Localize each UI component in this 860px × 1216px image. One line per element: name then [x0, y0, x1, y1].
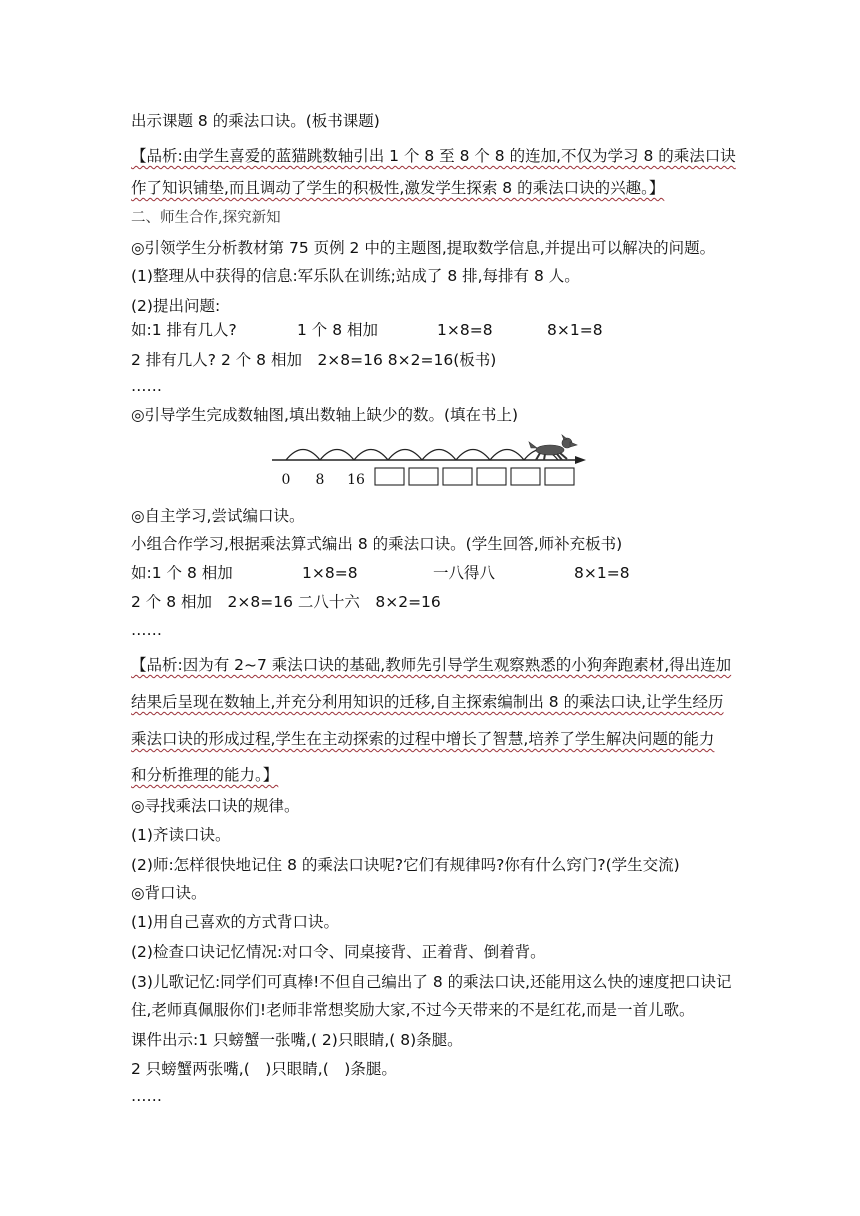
tick-label-0: 0 — [281, 472, 291, 488]
rhyme-verse: 一八得八 — [433, 564, 496, 582]
textbook-guidance-line: ◎引领学生分析教材第 75 页例 2 中的主题图,提取数学信息,并提出可以解决的问题。 — [131, 239, 716, 257]
tick-label-16: 16 — [347, 472, 365, 488]
answer-boxes — [375, 468, 574, 485]
recite-step-3-line-2: 住,老师真佩服你们!老师非常想奖励大家,不过今天带来的不是红花,而是一首儿歌。 — [131, 1001, 695, 1019]
rhyme-addition: 如:1 个 8 相加 — [131, 564, 233, 582]
example-addition: 1 个 8 相加 — [297, 321, 379, 339]
number-line-diagram — [270, 433, 590, 493]
analysis-note-2-line-2: 结果后呈现在数轴上,并充分利用知识的迁移,自主探索编制出 8 的乘法口诀,让学生经历 — [131, 693, 724, 711]
rhyme-equation-b: 8×1=8 — [574, 564, 630, 582]
courseware-line-2: 2 只螃蟹两张嘴,( )只眼睛,( )条腿。 — [131, 1060, 397, 1078]
answer-box-2 — [409, 468, 438, 485]
answer-box-5 — [511, 468, 540, 485]
answer-box-1 — [375, 468, 404, 485]
dog-icon — [529, 435, 577, 460]
rhyme-equation-a: 1×8=8 — [302, 564, 358, 582]
pattern-step-2: (2)师:怎样很快地记住 8 的乘法口诀呢?它们有规律吗?你有什么窍门?(学生交流) — [131, 856, 680, 874]
axis-arrow-icon — [575, 456, 586, 464]
section-heading: 二、师生合作,探究新知 — [131, 210, 281, 226]
analysis-note-1-line-1: 【品析:由学生喜爱的蓝猫跳数轴引出 1 个 8 至 8 个 8 的连加,不仅为学习 8 的乘法口诀 — [131, 147, 736, 165]
pattern-step-1: (1)齐读口诀。 — [131, 826, 231, 844]
question-heading: (2)提出问题: — [131, 297, 221, 315]
example-row-2: 2 排有几人? 2 个 8 相加 2×8=16 8×2=16(板书) — [131, 351, 497, 369]
analysis-note-1-line-2: 作了知识铺垫,而且调动了学生的积极性,激发学生探索 8 的乘法口诀的兴趣。】 — [131, 179, 665, 197]
rhyme-row-2: 2 个 8 相加 2×8=16 二八十六 8×2=16 — [131, 593, 441, 611]
example-equation-a: 1×8=8 — [437, 321, 493, 339]
ellipsis-3: …… — [131, 1087, 162, 1105]
analysis-note-2-line-4: 和分析推理的能力。】 — [131, 766, 279, 784]
course-title-line: 出示课题 8 的乘法口诀。(板书课题) — [131, 112, 380, 130]
recite-heading: ◎背口诀。 — [131, 884, 207, 902]
recite-step-3-line-1: (3)儿歌记忆:同学们可真棒!不但自己编出了 8 的乘法口诀,还能用这么快的速度把口诀记 — [131, 973, 732, 991]
example-question: 如:1 排有几人? — [131, 321, 237, 339]
example-equation-b: 8×1=8 — [547, 321, 603, 339]
tick-label-8: 8 — [315, 472, 325, 488]
analysis-note-2-line-1: 【品析:因为有 2~7 乘法口诀的基础,教师先引导学生观察熟悉的小狗奔跑素材,得出连加 — [131, 656, 732, 674]
self-study-heading: ◎自主学习,尝试编口诀。 — [131, 507, 305, 525]
hop-arcs — [286, 450, 558, 461]
answer-box-4 — [477, 468, 506, 485]
answer-box-3 — [443, 468, 472, 485]
answer-box-6 — [545, 468, 574, 485]
ellipsis-1: …… — [131, 377, 162, 395]
courseware-line-1: 课件出示:1 只螃蟹一张嘴,( 2)只眼睛,( 8)条腿。 — [131, 1031, 463, 1049]
recite-step-2: (2)检查口诀记忆情况:对口令、同桌接背、正着背、倒着背。 — [131, 943, 546, 961]
pattern-heading: ◎寻找乘法口诀的规律。 — [131, 797, 300, 815]
analysis-note-2-line-3: 乘法口诀的形成过程,学生在主动探索的过程中增长了智慧,培养了学生解决问题的能力 — [131, 730, 715, 748]
group-work-line: 小组合作学习,根据乘法算式编出 8 的乘法口诀。(学生回答,师补充板书) — [131, 535, 623, 553]
number-line-instruction: ◎引导学生完成数轴图,填出数轴上缺少的数。(填在书上) — [131, 406, 519, 424]
recite-step-1: (1)用自己喜欢的方式背口诀。 — [131, 913, 339, 931]
info-line: (1)整理从中获得的信息:军乐队在训练;站成了 8 排,每排有 8 人。 — [131, 267, 580, 285]
ellipsis-2: …… — [131, 621, 162, 639]
